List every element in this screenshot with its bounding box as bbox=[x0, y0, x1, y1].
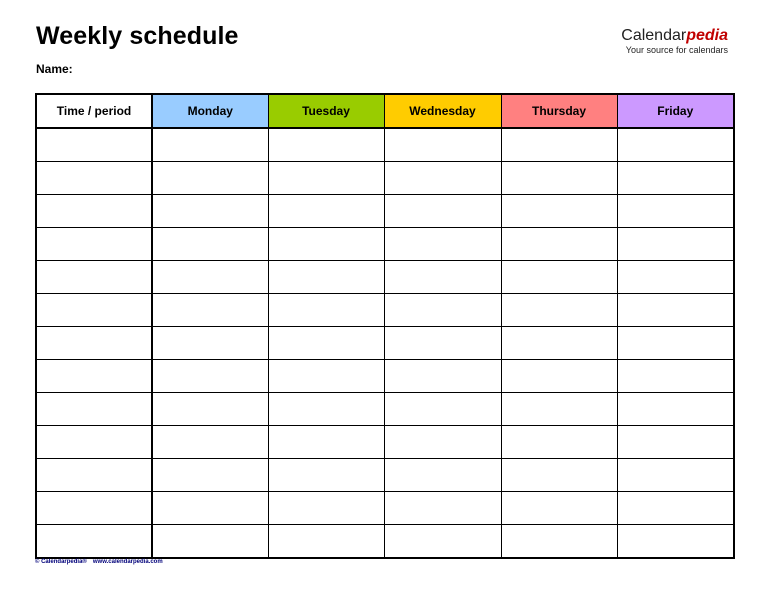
brand-name-accent: pedia bbox=[686, 27, 728, 44]
cell-thursday[interactable] bbox=[501, 392, 617, 425]
cell-tuesday[interactable] bbox=[268, 194, 384, 227]
column-header-friday: Friday bbox=[617, 94, 734, 128]
cell-friday[interactable] bbox=[617, 293, 734, 326]
cell-wednesday[interactable] bbox=[384, 128, 501, 162]
column-header-time: Time / period bbox=[36, 94, 152, 128]
table-row bbox=[36, 425, 734, 458]
cell-friday[interactable] bbox=[617, 326, 734, 359]
cell-friday[interactable] bbox=[617, 425, 734, 458]
cell-tuesday[interactable] bbox=[268, 293, 384, 326]
column-header-tuesday: Tuesday bbox=[268, 94, 384, 128]
cell-wednesday[interactable] bbox=[384, 491, 501, 524]
cell-wednesday[interactable] bbox=[384, 458, 501, 491]
cell-tuesday[interactable] bbox=[268, 260, 384, 293]
cell-friday[interactable] bbox=[617, 359, 734, 392]
cell-time[interactable] bbox=[36, 425, 152, 458]
cell-monday[interactable] bbox=[152, 194, 268, 227]
cell-tuesday[interactable] bbox=[268, 491, 384, 524]
cell-time[interactable] bbox=[36, 392, 152, 425]
cell-friday[interactable] bbox=[617, 260, 734, 293]
cell-monday[interactable] bbox=[152, 326, 268, 359]
cell-wednesday[interactable] bbox=[384, 293, 501, 326]
schedule-body bbox=[36, 128, 734, 558]
cell-monday[interactable] bbox=[152, 425, 268, 458]
cell-monday[interactable] bbox=[152, 162, 268, 195]
table-row bbox=[36, 458, 734, 491]
table-row bbox=[36, 128, 734, 162]
cell-wednesday[interactable] bbox=[384, 194, 501, 227]
table-row bbox=[36, 491, 734, 524]
column-header-thursday: Thursday bbox=[501, 94, 617, 128]
cell-thursday[interactable] bbox=[501, 293, 617, 326]
footer-url[interactable]: www.calendarpedia.com bbox=[92, 559, 163, 565]
cell-time[interactable] bbox=[36, 128, 152, 162]
table-row bbox=[36, 524, 734, 558]
cell-monday[interactable] bbox=[152, 491, 268, 524]
table-row bbox=[36, 293, 734, 326]
cell-thursday[interactable] bbox=[501, 491, 617, 524]
cell-thursday[interactable] bbox=[501, 162, 617, 195]
cell-friday[interactable] bbox=[617, 162, 734, 195]
cell-tuesday[interactable] bbox=[268, 458, 384, 491]
cell-thursday[interactable] bbox=[501, 425, 617, 458]
cell-thursday[interactable] bbox=[501, 458, 617, 491]
cell-time[interactable] bbox=[36, 491, 152, 524]
brand-name-plain: Calendar bbox=[621, 27, 687, 44]
cell-thursday[interactable] bbox=[501, 260, 617, 293]
cell-wednesday[interactable] bbox=[384, 425, 501, 458]
cell-thursday[interactable] bbox=[501, 359, 617, 392]
cell-time[interactable] bbox=[36, 260, 152, 293]
cell-monday[interactable] bbox=[152, 392, 268, 425]
brand-logo bbox=[621, 27, 728, 55]
cell-time[interactable] bbox=[36, 293, 152, 326]
table-row bbox=[36, 227, 734, 260]
cell-tuesday[interactable] bbox=[268, 392, 384, 425]
cell-wednesday[interactable] bbox=[384, 359, 501, 392]
table-row bbox=[36, 194, 734, 227]
brand-name bbox=[621, 27, 728, 45]
cell-friday[interactable] bbox=[617, 194, 734, 227]
footer bbox=[35, 559, 163, 565]
table-row bbox=[36, 359, 734, 392]
cell-wednesday[interactable] bbox=[384, 260, 501, 293]
cell-time[interactable] bbox=[36, 359, 152, 392]
name-label: Name: bbox=[36, 62, 73, 76]
cell-time[interactable] bbox=[36, 194, 152, 227]
cell-friday[interactable] bbox=[617, 491, 734, 524]
cell-time[interactable] bbox=[36, 162, 152, 195]
cell-thursday[interactable] bbox=[501, 128, 617, 162]
cell-friday[interactable] bbox=[617, 458, 734, 491]
cell-time[interactable] bbox=[36, 524, 152, 558]
cell-wednesday[interactable] bbox=[384, 227, 501, 260]
brand-tagline: Your source for calendars bbox=[625, 45, 728, 55]
cell-monday[interactable] bbox=[152, 359, 268, 392]
cell-tuesday[interactable] bbox=[268, 524, 384, 558]
cell-monday[interactable] bbox=[152, 524, 268, 558]
cell-wednesday[interactable] bbox=[384, 392, 501, 425]
cell-tuesday[interactable] bbox=[268, 162, 384, 195]
cell-friday[interactable] bbox=[617, 392, 734, 425]
cell-time[interactable] bbox=[36, 326, 152, 359]
cell-thursday[interactable] bbox=[501, 227, 617, 260]
column-header-monday: Monday bbox=[152, 94, 268, 128]
cell-tuesday[interactable] bbox=[268, 425, 384, 458]
cell-friday[interactable] bbox=[617, 227, 734, 260]
cell-time[interactable] bbox=[36, 458, 152, 491]
cell-wednesday[interactable] bbox=[384, 326, 501, 359]
cell-thursday[interactable] bbox=[501, 524, 617, 558]
cell-monday[interactable] bbox=[152, 227, 268, 260]
cell-friday[interactable] bbox=[617, 524, 734, 558]
cell-thursday[interactable] bbox=[501, 194, 617, 227]
column-header-wednesday: Wednesday bbox=[384, 94, 501, 128]
cell-wednesday[interactable] bbox=[384, 162, 501, 195]
cell-time[interactable] bbox=[36, 227, 152, 260]
cell-monday[interactable] bbox=[152, 128, 268, 162]
cell-tuesday[interactable] bbox=[268, 128, 384, 162]
cell-monday[interactable] bbox=[152, 260, 268, 293]
schedule-table bbox=[35, 93, 735, 559]
cell-wednesday[interactable] bbox=[384, 524, 501, 558]
cell-thursday[interactable] bbox=[501, 326, 617, 359]
footer-copyright: © Calendarpedia® bbox=[35, 559, 87, 565]
table-row bbox=[36, 392, 734, 425]
header-row bbox=[36, 94, 734, 128]
page-title: Weekly schedule bbox=[36, 22, 239, 50]
cell-tuesday[interactable] bbox=[268, 227, 384, 260]
table-row bbox=[36, 260, 734, 293]
cell-monday[interactable] bbox=[152, 458, 268, 491]
cell-friday[interactable] bbox=[617, 128, 734, 162]
cell-tuesday[interactable] bbox=[268, 326, 384, 359]
table-row bbox=[36, 162, 734, 195]
cell-monday[interactable] bbox=[152, 293, 268, 326]
cell-tuesday[interactable] bbox=[268, 359, 384, 392]
table-row bbox=[36, 326, 734, 359]
